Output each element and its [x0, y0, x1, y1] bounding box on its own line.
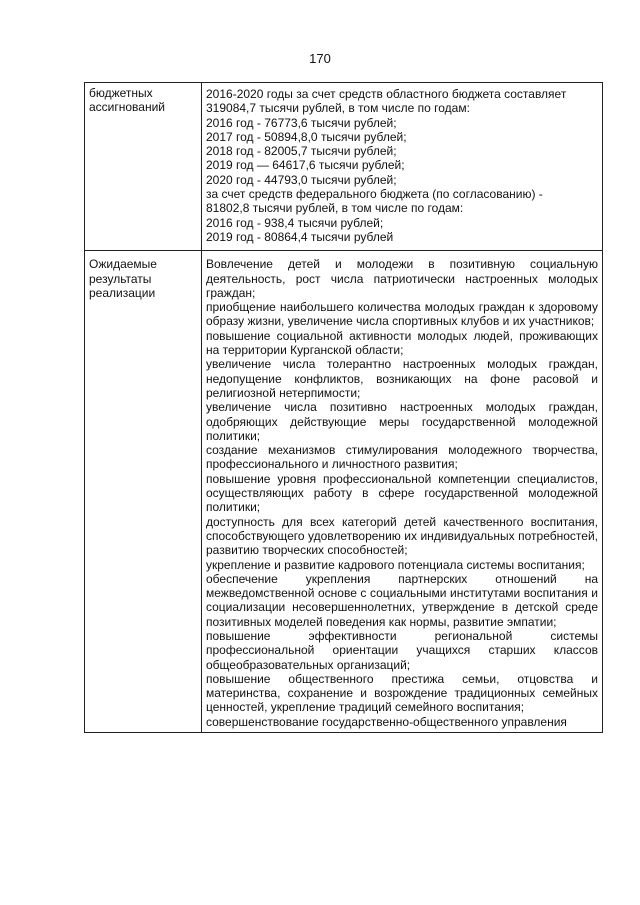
result-item: приобщение наибольшего количества молодых граждан к здоровому образу жизни, увеличение числа спортивных клубов и их участников;	[206, 300, 598, 329]
result-item: повышение уровня профессиональной компетенции специалистов, осуществляющих работу в сфере государственной молодежной политики;	[206, 471, 598, 515]
result-item: создание механизмов стимулирования молодежного творчества, профессионального и личностного развития;	[206, 443, 598, 472]
result-item: обеспечение укрепления партнерских отношений на межведомственной основе с социальными институтами воспитания и социализации несовершеннолетних, утверждение в детской среде позитивных моделей поведения как нормы, развитие эмпатии;	[206, 571, 598, 629]
content-cell-budget	[202, 83, 603, 251]
table-row-budget	[85, 83, 603, 251]
budget-line: 2018 год - 82005,7 тысячи рублей;	[206, 144, 397, 159]
label-cell-budget: бюджетных ассигнований	[85, 83, 202, 251]
program-passport-table	[84, 82, 603, 733]
result-item: повышение социальной активности молодых людей, проживающих на территории Курганской области;	[206, 328, 598, 358]
result-item: совершенствование государственно-общественного управления	[206, 714, 567, 729]
budget-line: 319084,7 тысячи рублей, в том числе по годам:	[206, 101, 470, 116]
result-item: Вовлечение детей и молодежи в позитивную социальную деятельность, рост числа патриотически настроенных молодых граждан;	[206, 257, 598, 300]
result-item: увеличение числа толерантно настроенных молодых граждан, недопущение конфликтов, возникающих на фоне расовой и религиозной нетерпимости;	[206, 357, 598, 400]
budget-line: за счет средств федерального бюджета (по согласованию) -	[206, 187, 543, 202]
budget-line: 2016-2020 годы за счет средств областного бюджета составляет	[206, 87, 567, 101]
budget-line: 2017 год - 50894,8,0 тысячи рублей;	[206, 129, 407, 144]
label-cell-expected-results: Ожидаемые результаты реализации	[85, 251, 202, 733]
budget-line: 2016 год - 76773,6 тысячи рублей;	[206, 115, 397, 130]
result-item: повышение эффективности региональной системы профессиональной ориентации учащихся старших классов общеобразовательных организаций;	[206, 628, 598, 672]
table-row-expected-results	[85, 251, 603, 733]
content-cell-expected-results	[202, 251, 603, 733]
budget-line: 81802,8 тысячи рублей, в том числе по годам:	[206, 201, 464, 216]
result-item: укрепление и развитие кадрового потенциала системы воспитания;	[206, 557, 585, 572]
page-number: 170	[309, 51, 331, 66]
result-item: доступность для всех категорий детей качественного воспитания, способствующего удовлетворению их индивидуальных потребностей, развитию творческих способностей;	[206, 514, 598, 558]
result-item: увеличение числа позитивно настроенных молодых граждан, одобряющих действующие меры государственной молодежной политики;	[206, 400, 598, 443]
budget-line: 2019 год — 64617,6 тысячи рублей;	[206, 158, 405, 173]
result-item: повышение общественного престижа семьи, отцовства и материнства, сохранение и возрождение традиционных семейных ценностей, укрепление традиций семейного воспитания;	[206, 671, 598, 715]
budget-line: 2019 год - 80864,4 тысячи рублей	[206, 229, 394, 244]
budget-line: 2020 год - 44793,0 тысячи рублей;	[206, 172, 397, 187]
budget-line: 2016 год - 938,4 тысячи рублей;	[206, 215, 384, 230]
